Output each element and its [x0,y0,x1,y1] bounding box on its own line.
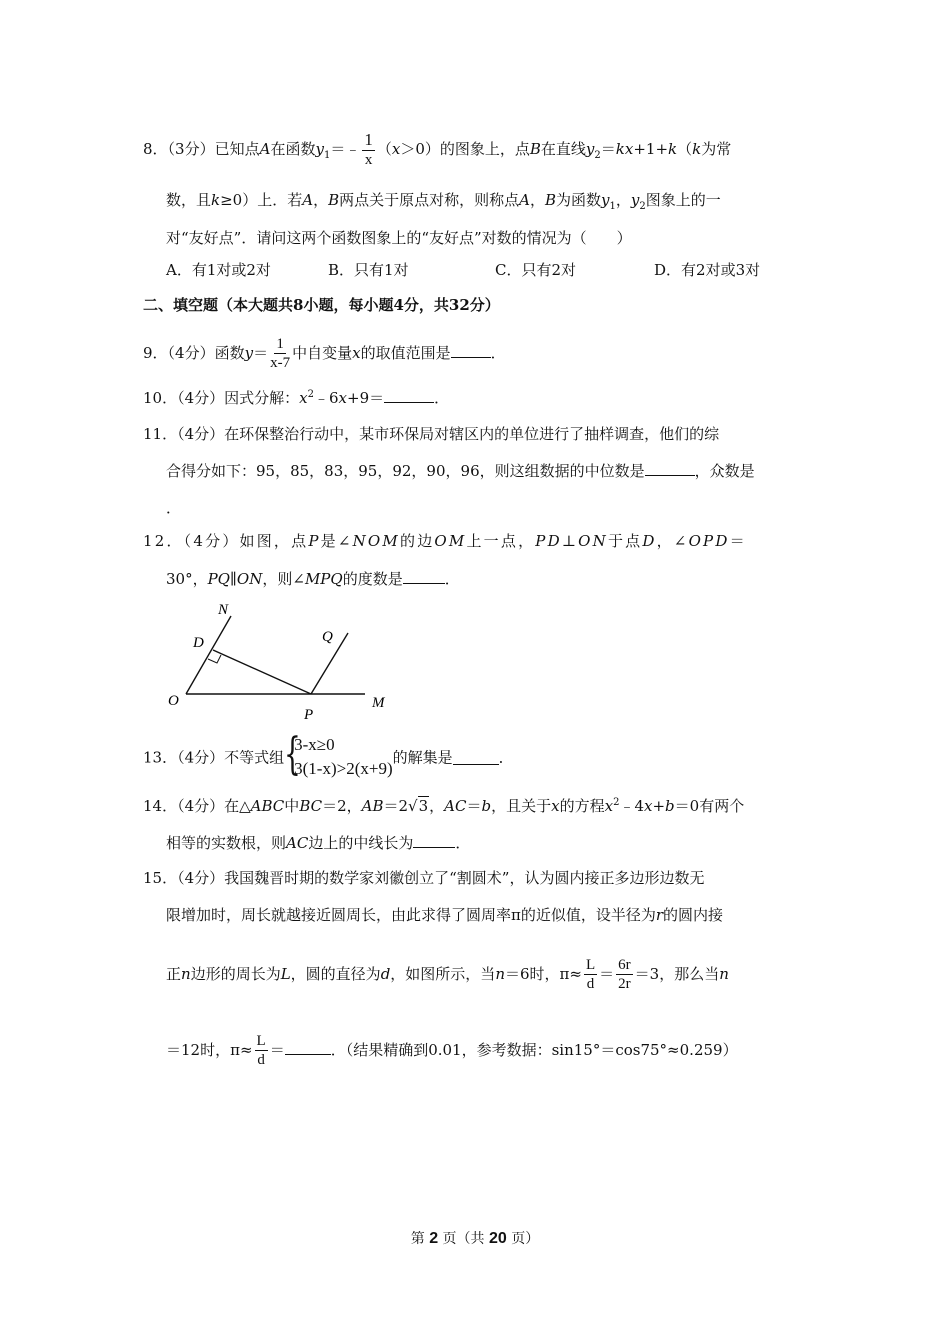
q15-line3 [166,957,729,993]
q8-option-a: A．有1对或2对 [166,261,271,279]
q12-text: 12．（4分）如图，点 [143,532,309,550]
q8-line1 [143,131,731,169]
q12-on: ON [578,532,608,550]
q10-x: x [338,389,347,407]
q14-b: b [665,797,675,815]
q8-point-a: A [259,139,271,158]
sqrt-symbol: √3 [408,797,429,815]
q8-text: 在直线 [540,139,586,158]
q8-text: （ [376,139,392,158]
q12-line1 [143,530,747,551]
q14-x: x [644,797,653,815]
q14-sup: 2 [613,797,620,808]
sqrt-value: 3 [418,797,429,815]
q8-point-b: B [328,191,340,209]
q10-x: x [299,389,308,407]
q12-text: ⊥ [561,532,579,550]
q11-text: ，众数是 [694,462,755,480]
q14-abc: ABC [250,797,285,815]
q8-text: 在函数 [270,139,316,158]
q12-point-p: P [308,532,321,550]
q13-row1: 3-x≥0 [294,735,335,754]
q9 [143,336,506,372]
label-m: M [372,695,385,711]
label-p: P [304,707,314,723]
q10-text: +9＝ [347,389,385,407]
q13-text: 的解集是 [392,748,453,767]
q8-option-c: C．只有2对 [495,261,577,279]
q8-text: （ [677,139,693,158]
label-q: Q [322,629,333,645]
q14-text: 中 [284,797,300,815]
q8-text: 为函数 [556,191,602,209]
q10-text: 10．（4分）因式分解： [143,389,300,407]
q8-point-a: A [519,191,530,209]
page-number: 2 [429,1230,439,1247]
q9-text: ＝ [253,343,269,362]
q15-n: n [181,964,191,983]
q8-x: x [391,139,401,158]
q8-k: k [692,139,702,158]
q14-ac: AC [444,797,467,815]
q12-text: ∥ [229,570,237,588]
q8-text: ＝﹣ [330,139,361,158]
frac-num: 6r [618,957,631,973]
q12-text: 于点 [607,532,643,550]
q15-line2 [166,904,723,925]
q12-on: ON [236,570,263,588]
q14-x: x [551,797,560,815]
q15-d: d [380,964,391,983]
q14-line1 [143,795,744,816]
q8-text: +1+ [633,139,669,158]
q9-text: 9．（4分）函数 [143,343,245,362]
q12-text: 是∠ [320,532,353,550]
q8-sub: 2 [594,149,601,161]
label-o: O [168,693,179,709]
q9-x: x [352,343,361,362]
q12-pq: PQ [207,570,230,588]
section-heading: 二、填空题（本大题共8小题，每小题4分，共32分） [143,296,500,314]
q8-y2: y [630,191,640,209]
q8-fraction [362,131,375,169]
q13 [143,729,514,781]
q15-text: ．（结果精确到0.01，参考数据：sin15°＝cos75°≈0.259） [330,1040,738,1059]
q12-text: ＝ [729,532,747,550]
footer-text: 页） [511,1231,540,1247]
q15-text: 正 [166,964,182,983]
frac-den: 2r [618,975,631,992]
q14-bc: BC [299,797,323,815]
q14-ab: AB [361,797,384,815]
q8-sub: 1 [323,149,331,161]
q14-text: ﹣4 [619,797,644,815]
q11-median-blank[interactable] [645,461,695,476]
q8-line3: 对“友好点”．请问这两个函数图象上的“友好点”对数的情况为（ ） [166,229,632,247]
q11-text: 合得分如下：95，85，83，95，92，90，96，则这组数据的中位数是 [166,462,645,480]
q11-line1: 11．（4分）在环保整治行动中，某市环保局对辖区内的单位进行了抽样调查，他们的综 [143,425,720,443]
q12-text: 的度数是 [342,570,403,588]
q15-text: ，如图所示，当 [390,964,496,983]
q15-fraction-6r-2r [616,957,633,993]
page-footer [0,1228,950,1248]
q12-answer-blank[interactable] [403,569,445,584]
q14-text: ， [429,797,445,815]
q9-y: y [244,343,254,362]
q12-point-d: D [642,532,657,550]
q8-text: 图象上的一 [645,191,721,209]
q12-line2 [166,568,460,589]
q9-text: 中自变量 [292,343,353,362]
q8-text: 8．（3分）已知点 [143,139,260,158]
q8-y1: y [601,191,610,209]
q15-n: n [719,964,729,983]
label-d: D [193,635,204,651]
q12-text: ，则∠ [262,570,305,588]
q13-inequality-system [284,729,393,781]
q9-frac-num: 1 [276,336,284,352]
footer-text: 第 [410,1231,425,1247]
q10-answer-blank[interactable] [384,388,434,403]
q15-l: L [280,964,291,983]
q14-text: 14．（4分）在△ [143,797,251,815]
q8-text: 数，且 [166,191,212,209]
q12-text: 上一点， [466,532,536,550]
q14-text: + [652,797,666,815]
label-n: N [218,602,229,618]
q14-line2 [166,832,470,853]
q12-angle-mpq: MPQ [304,570,343,588]
q8-text: ＞0）的图象上，点 [400,139,530,158]
q15-text: ＝3，那么当 [634,964,720,983]
frac-den: d [257,1051,265,1068]
q15-text: ＝6时，π≈ [504,964,582,983]
geometry-figure [160,598,400,728]
q8-sub: 1 [609,201,616,212]
q8-k: k [211,191,221,209]
q13-text: ． [498,748,514,767]
q10-text: ﹣6 [313,389,339,407]
q14-text: 的方程 [559,797,605,815]
q8-text: 为常 [701,139,732,158]
q9-text: 的取值范围是 [360,343,451,362]
q8-y1: y [315,139,324,158]
frac-den: d [586,975,595,992]
q14-text: ＝ [466,797,482,815]
q8-option-d: D．有2对或3对 [654,261,761,279]
q8-kx: kx [615,139,634,158]
q8-point-b: B [529,139,541,158]
q12-angle-opd: OPD [688,532,730,550]
q8-point-a: A [302,191,314,209]
q8-frac-den: x [364,151,373,168]
q15-text: 限增加时，周长就越接近圆周长，由此求得了圆周率π的近似值，设半径为 [166,906,656,924]
q8-text: ≥0）上．若 [220,191,303,209]
q15-n: n [495,964,505,983]
q8-point-b: B [545,191,557,209]
q15-text: ＝12时，π≈ [166,1040,253,1059]
q9-text: ． [490,343,506,362]
q12-text: 的边 [400,532,435,550]
q12-text: 30°， [166,570,208,588]
q8-y2: y [585,139,595,158]
q9-answer-blank[interactable] [451,343,491,358]
q12-pd: PD [535,532,562,550]
total-pages: 20 [489,1230,507,1247]
q8-text: ， [529,191,545,209]
q15-text: 的圆内接 [663,906,724,924]
footer-text: 页（共 [442,1231,485,1247]
q10 [143,387,449,408]
q15-line1: 15．（4分）我国魏晋时期的数学家刘徽创立了“割圆术”，认为圆内接正多边形边数无 [143,869,705,887]
q14-text: ＝2， [322,797,362,815]
q12-text: ，∠ [656,532,689,550]
q14-text: ＝0有两个 [674,797,745,815]
q14-text: ＝2 [383,797,409,815]
brace: { [284,729,301,780]
q8-sub: 2 [639,201,646,212]
q8-k: k [668,139,678,158]
q14-x: x [604,797,614,815]
q14-text: 相等的实数根，则 [166,834,287,852]
q14-text: 边上的中线长为 [308,834,414,852]
q15-text: ＝ [599,964,615,983]
q10-sup: 2 [307,389,314,400]
right-angle-mark [208,655,221,663]
q15-line4 [166,1033,738,1069]
q11-line3: ． [166,499,182,517]
q9-frac-den: x-7 [270,354,291,371]
q8-text: 两点关于原点对称，则称点 [339,191,520,209]
segment-pd [213,650,311,694]
q8-text: ＝ [600,139,616,158]
frac-num: L [256,1033,266,1049]
frac-num: L [585,957,596,973]
q15-answer-blank[interactable] [285,1040,331,1055]
q12-om: OM [434,532,467,550]
q8-option-b: B．只有1对 [328,261,409,279]
q12-angle-nom: NOM [352,532,400,550]
q14-answer-blank[interactable] [413,833,455,848]
q14-b: b [481,797,492,815]
q13-answer-blank[interactable] [453,750,499,765]
q8-frac-num: 1 [364,130,373,149]
q13-row2: 3(1-x)>2(x+9) [294,759,393,778]
q15-text: ＝ [269,1040,285,1059]
q14-ac: AC [286,834,309,852]
q9-fraction [270,336,290,372]
q15-r: r [655,906,664,924]
q15-fraction-l-d-2 [255,1033,268,1069]
q10-text: ． [434,389,450,407]
q11-line2 [166,460,755,481]
q8-line2 [166,189,721,212]
q8-text: ， [313,191,329,209]
q12-text: ． [444,570,460,588]
q15-fraction-l-d [584,957,597,993]
q8-text: ， [615,191,631,209]
q15-text: 边形的周长为 [190,964,281,983]
q13-text: 13．（4分）不等式组 [143,748,285,767]
q14-text: ． [455,834,471,852]
q15-text: ，圆的直径为 [290,964,381,983]
q14-text: ，且关于 [491,797,552,815]
